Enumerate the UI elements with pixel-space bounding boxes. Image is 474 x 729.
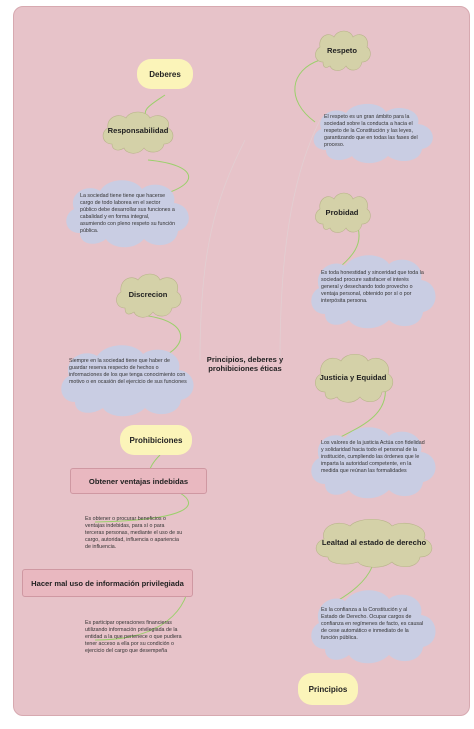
prohibiciones-label: Prohibiciones [129,435,183,445]
responsabilidad-desc-cloud [60,175,195,250]
discrecion-text: Siempre en la sociedad tiene que haber de guardar reserva respecto de hechos o informaciones de los que tenga conocimiento con motivo o en ocasión del ejercicio de sus funciones [69,358,187,385]
mal-uso-info-node[interactable] [22,569,193,597]
responsabilidad-node[interactable] [98,108,178,156]
discrecion-node[interactable] [112,270,184,320]
probidad-node[interactable] [312,190,372,235]
obtener-ventajas-text: Es obtener o procurar beneficios o ventajas indebidas, para sí o para terceras personas, mediante el uso de su cargo, autoridad, influencia o apariencia de influencia. [85,516,183,550]
respeto-title: Respeto [327,45,357,55]
responsabilidad-title: Responsabilidad [107,125,169,135]
responsabilidad-text: La sociedad tiene tiene que hacerse cargo de todo laborea en el sector público debe desarrollar sus funciones a cabalidad y en forma integral, asumiendo con pleno respeto su función pública. [80,193,176,234]
deberes-label: Deberes [149,69,181,79]
principios-label: Principios [308,684,348,694]
lealtad-desc-cloud [305,585,440,667]
prohibiciones-node[interactable] [120,425,192,455]
justicia-equidad-title: Justicia y Equidad [319,372,387,382]
probidad-text: Es toda honestidad y sinceridad que toda la sociedad procure satisfacer el interés general y desechando todo provecho o ventaja personal, obtenido por sí o por interpósita persona. [321,270,424,304]
justicia-equidad-text: Los valores de la justicia Actúa con fidelidad y solidaridad hacia todo el personal de la institución, cumpliendo las órdenes que le imparta la autoridad competente, en la medida que reúnan las formalidades [321,440,425,474]
obtener-ventajas-title: Obtener ventajas indebidas [88,476,189,486]
lealtad-title: Lealtad al estado de derecho [321,537,427,547]
lealtad-text: Es la confianza a la Constitución y al Estado de Derecho. Ocupar cargos de confianza en regímenes de facto, es causal de cese automático e inmediato de la función pública. [321,607,424,641]
principios-node[interactable] [298,673,358,705]
discrecion-desc-cloud [55,340,200,420]
probidad-title: Probidad [325,207,359,217]
deberes-node[interactable] [137,59,193,89]
justicia-equidad-desc-cloud [305,422,440,502]
justicia-equidad-node[interactable] [310,350,396,405]
center-title[interactable] [200,355,290,374]
center-title-text: Principios, deberes y prohibiciones éticas [206,355,284,374]
probidad-desc-cloud [305,250,440,332]
respeto-node[interactable] [312,28,372,73]
lealtad-node[interactable] [310,515,438,570]
respeto-text: El respeto es un gran ámbito para la sociedad sobre la conducta a hacia el respeto de la Constitución y las leyes, garantizando que en todas las fases del proceso. [324,114,418,148]
respeto-desc-cloud [308,100,438,165]
mal-uso-info-text: Es participar operaciones financieras utilizando información privilegiada de la entidad a la que pertenece o que pudiera tener acceso a ella por su condición o ejercicio del cargo que desempeña [85,620,182,654]
obtener-ventajas-node[interactable] [70,468,207,494]
mal-uso-info-title: Hacer mal uso de información privilegiada [31,578,184,588]
discrecion-title: Discrecion [128,289,168,299]
